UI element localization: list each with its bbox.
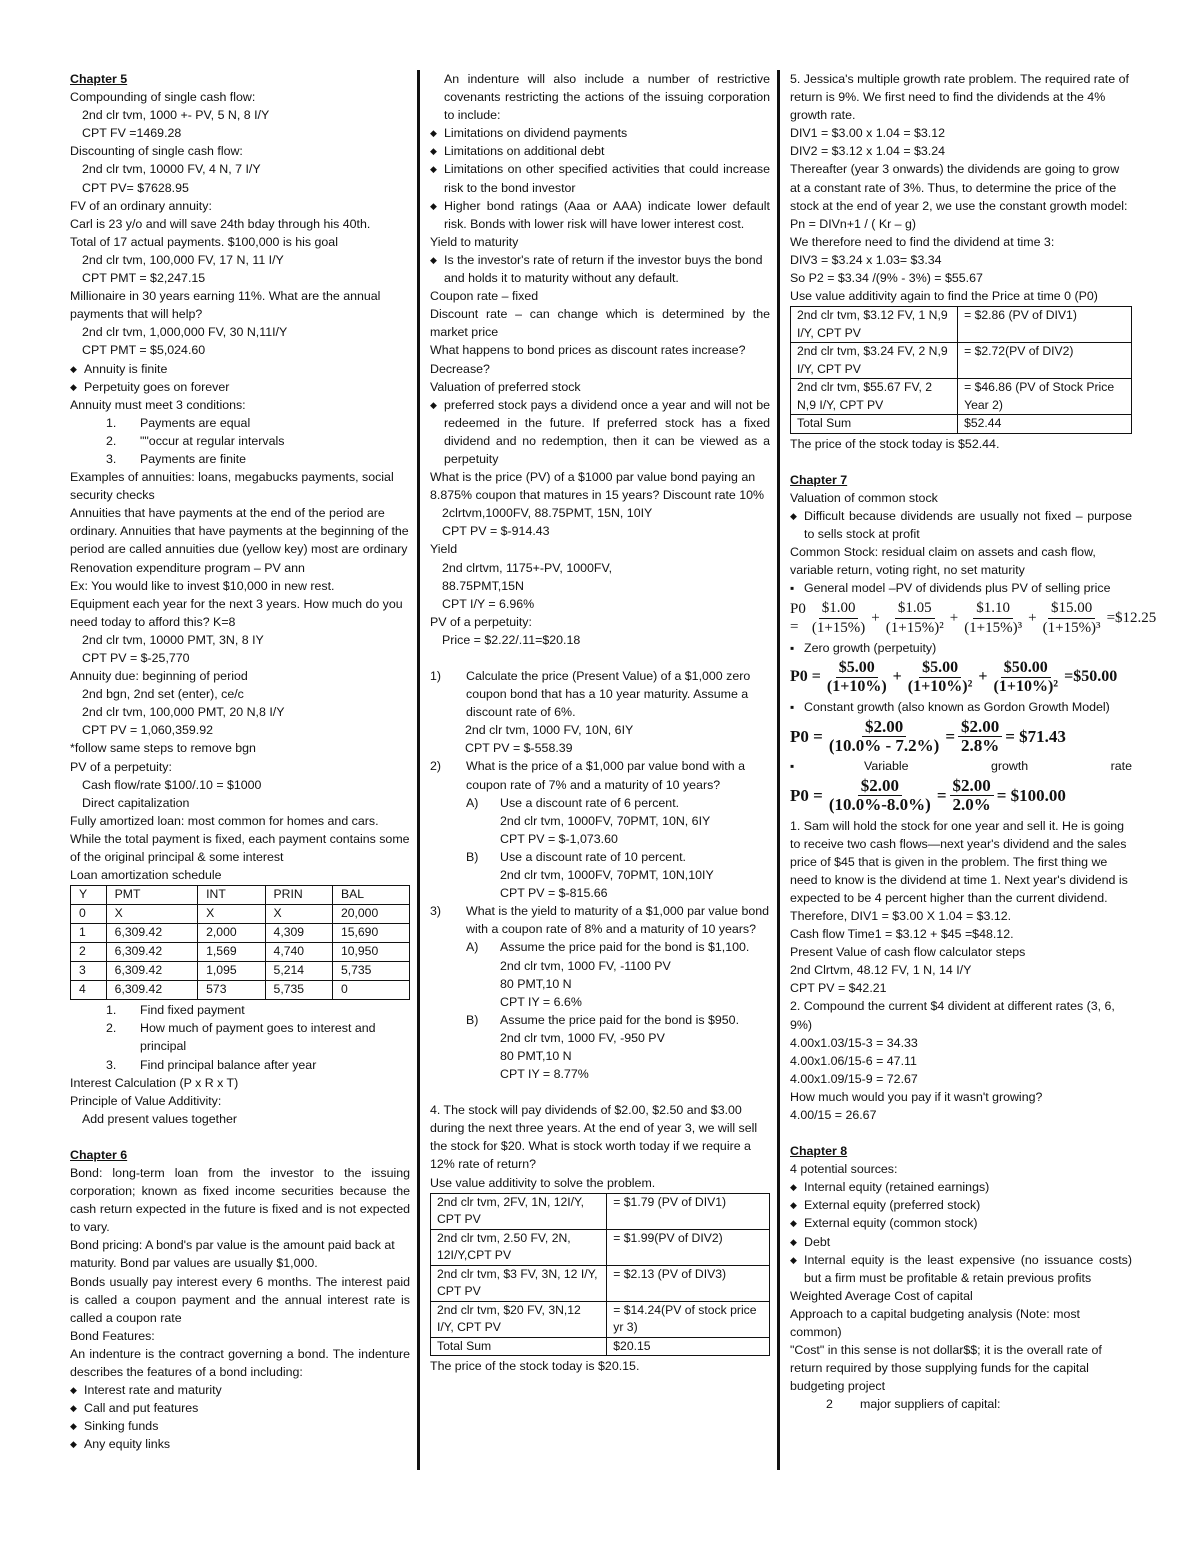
numbered-item: 3. Payments are finite: [106, 451, 247, 466]
text-line: CPT PMT = $2,247.15: [82, 271, 206, 286]
question-2: 2) What is the price of a $1,000 par value bond with a coupon rate of 7% and a maturity of 10 years?: [430, 759, 745, 792]
text-line: 2nd clr tvm, 10000 PMT, 3N, 8 IY: [82, 632, 264, 647]
text-line: 4.00/15 = 26.67: [790, 1108, 877, 1122]
formula-result: = $71.43: [1005, 726, 1066, 746]
text-line: So P2 = $3.34 /(9% - 3%) = $55.67: [790, 271, 983, 286]
text-line: Pn = DIVn+1 / ( Kr – g): [790, 216, 917, 231]
text-line: Cash flow/rate $100/.10 = $1000: [82, 777, 262, 792]
text-paragraph: Bond: long-term loan from the investor to the issuing corporation; known as fixed income securities because the cash return expected in the future is fixed and is not expected to vary.: [70, 1165, 410, 1235]
bullet-item: ◆ Limitations on other specified activities that could increase risk to the bond investor: [430, 160, 770, 196]
formula-fraction: $\frac{\$1.10}{\text{(1+15\%)³}}$: [964, 600, 1023, 636]
text-line: 80 PMT,10 N: [500, 1048, 572, 1063]
bullet-item: ◆ Sinking funds: [70, 1417, 410, 1435]
formula-fraction: $\frac{\$5.00}{\text{(1+10\%)²}}$: [907, 658, 973, 695]
sub-question: A) Use a discount rate of 6 percent.: [466, 795, 680, 810]
table-cell: = $2.13 (PV of DIV3): [607, 1265, 770, 1301]
text-line: 2nd clr tvm, 1000FV, 70PMT, 10N, 6IY: [500, 813, 711, 828]
table-cell: 2nd clr tvm, 2FV, 1N, 12I/Y, CPT PV: [431, 1193, 607, 1229]
text-line: Price = $2.22/.11=$20.18: [442, 632, 581, 647]
table-cell: 2nd clr tvm, $3 FV, 3N, 12 I/Y, CPT PV: [431, 1265, 607, 1301]
bullet-item: ◆ External equity (common stock): [790, 1214, 1132, 1232]
bullet-item: ▪ Variable growth rate: [790, 757, 1132, 775]
text-line: CPT PV= $7628.95: [82, 180, 189, 195]
text-line: CPT FV =1469.28: [82, 126, 182, 141]
table-header-cell: PMT: [106, 886, 197, 905]
formula-result: = $100.00: [996, 785, 1066, 805]
text-line: Valuation of preferred stock: [430, 379, 581, 394]
table-cell: 20,000: [332, 905, 409, 924]
bullet-item: ◆ Limitations on additional debt: [430, 142, 770, 160]
text-paragraph: An indenture will also include a number of restrictive covenants restricting the actions of the issuing corporation to include:: [444, 72, 770, 123]
text-line: 4.00x1.09/15-9 = 72.67: [790, 1071, 918, 1086]
text-line: Use value additivity again to find the Price at time 0 (P0): [790, 289, 1098, 304]
table-cell: 2nd clr tvm, $3.12 FV, 1 N,9 I/Y, CPT PV: [791, 307, 958, 343]
table-cell: $20.15: [607, 1337, 770, 1356]
table-header-cell: INT: [198, 886, 265, 905]
text-paragraph: Thereafter (year 3 onwards) the dividends are going to grow at a constant rate of 3%. Thus, to determine the price of the stock at the end of year 2, we use the constant growth model:: [790, 162, 1128, 213]
column-divider-2: [777, 70, 780, 1470]
text-line: 2nd clr tvm, 10000 FV, 4 N, 7 I/Y: [82, 162, 261, 177]
text-line: 2nd clr tvm, 1000 FV, -950 PV: [500, 1030, 665, 1045]
table-row: [431, 1301, 770, 1337]
table-row: [71, 924, 410, 943]
table-cell: 10,950: [332, 943, 409, 962]
bullet-item: ◆ Perpetuity goes on forever: [70, 378, 410, 396]
text-line: 2nd clrtvm, 1175+-PV, 1000FV,: [442, 560, 613, 575]
text-line: 2nd clr tvm, 1000FV, 70PMT, 10N,10IY: [500, 868, 714, 883]
text-line: Annuity due: beginning of period: [70, 669, 248, 684]
table-cell: 6,309.42: [106, 962, 197, 981]
table-cell: 4,740: [265, 943, 332, 962]
bullet-item: ◆ Is the investor's rate of return if the investor buys the bond and holds it to maturity without any default.: [430, 251, 770, 287]
zero-growth-formula: P0 = $\frac{\$5.00}{(1+10\%)}$ + $\frac{\$5.00}{\text{(1+10\%)²}}$ + $\frac{\$50.00}{\text{(1+10\%)²}}$ =$50.00: [790, 658, 1118, 695]
text-line: We therefore need to find the dividend at time 3:: [790, 234, 1055, 249]
constant-growth-formula: P0 = $\frac{\$2.00}{(10.0\% - 7.2\%)}$ = $\frac{\$2.00}{2.8\%}$ = $71.43: [790, 717, 1066, 756]
text-line: Yield to maturity: [430, 234, 519, 249]
formula-fraction: $\frac{\$1.00}{(1+15\%)}$: [811, 600, 866, 636]
text-line: Valuation of common stock: [790, 490, 938, 505]
table-cell: 2nd clr tvm, $55.67 FV, 2 N,9 I/Y, CPT PV: [791, 379, 958, 415]
text-line: Use value additivity to solve the problem.: [430, 1175, 656, 1190]
column-divider-1: [417, 70, 420, 1470]
text-line: Cash flow Time1 = $3.12 + $45 =$48.12.: [790, 927, 1014, 942]
bullet-item: ▪ Zero growth (perpetuity): [790, 639, 1132, 657]
text-line: Total of 17 actual payments. $100,000 is his goal: [70, 234, 338, 249]
text-line: 2nd bgn, 2nd set (enter), ce/c: [82, 687, 244, 702]
bullet-item: ◆ Difficult because dividends are usually not fixed – purpose to sells stock at profit: [790, 507, 1132, 543]
text-line: Bond Features:: [70, 1328, 155, 1343]
text-line: 2nd clr tvm, 1000 FV, -1100 PV: [500, 958, 671, 973]
text-line: DIV1 = $3.00 x 1.04 = $3.12: [790, 126, 945, 141]
numbered-item: 1. Payments are equal: [106, 415, 251, 430]
text-line: Coupon rate – fixed: [430, 289, 539, 304]
table-cell: 2nd clr tvm, 2.50 FV, 2N, 12I/Y,CPT PV: [431, 1229, 607, 1265]
general-model-formula: P0 = $\frac{\$1.00}{(1+15\%)}$ + $\frac{\$1.05}{\text{(1+15\%)²}}$ + $\frac{\$1.10}{\text{(1+15\%)³}}$ + $\frac{\$15.00}{\text{(1+15\%)³}}$ =$12.25: [790, 600, 1157, 636]
text-line: FV of an ordinary annuity:: [70, 198, 212, 213]
table-cell: Total Sum: [791, 415, 958, 434]
bullet-item: ◆ Internal equity is the least expensive (no issuance costs) but a firm must be profitable & retain previous profits: [790, 1251, 1132, 1287]
table-cell: = $2.86 (PV of DIV1): [958, 307, 1132, 343]
chapter-5-heading: Chapter 5: [70, 72, 128, 86]
table-cell: 2,000: [198, 924, 265, 943]
table-cell: 1,569: [198, 943, 265, 962]
text-line: CPT PMT = $5,024.60: [82, 343, 206, 358]
table-row: [431, 1193, 770, 1229]
text-paragraph: 1. Sam will hold the stock for one year and sell it. He is going to receive two cash flows—next year's dividend and the sales price of $45 that is given in the problem. The first thing we need to know is the dividend at time 1. Next year's dividend is expected to be 4 percent higher than the current dividend.: [790, 818, 1128, 905]
text-line: PV of a perpetuity:: [430, 614, 532, 629]
table-header-cell: Y: [71, 886, 107, 905]
text-paragraph: Examples of annuities: loans, megabucks payments, social security checks: [70, 470, 394, 503]
variable-growth-formula: P0 = $\frac{\$2.00}{(10.0\%-8.0\%)}$ = $\frac{\$2.00}{2.0\%}$ = $100.00: [790, 776, 1066, 815]
table-cell: X: [106, 905, 197, 924]
chapter-8-heading: Chapter 8: [790, 1144, 848, 1159]
formula-fraction: $\frac{\$15.00}{\text{(1+15\%)³}}$: [1042, 600, 1101, 636]
formula-lhs: P0 =: [790, 726, 823, 746]
table-cell: 2: [71, 943, 107, 962]
table-cell: 6,309.42: [106, 981, 197, 1000]
table-cell: 573: [198, 981, 265, 1000]
text-line: 2nd clr tvm, 100,000 PMT, 20 N,8 I/Y: [82, 705, 285, 720]
bullet-item: ◆ Call and put features: [70, 1399, 410, 1417]
text-line: CPT PV = $-25,770: [82, 651, 190, 665]
table-row: [71, 962, 410, 981]
table-cell: 15,690: [332, 924, 409, 943]
text-line: Discounting of single cash flow:: [70, 144, 243, 159]
text-line: 2nd Clrtvm, 48.12 FV, 1 N, 14 I/Y: [790, 963, 972, 978]
table-row: [791, 343, 1132, 379]
text-line: 2nd clr tvm, 1000 FV, 10N, 6IY: [465, 723, 634, 738]
text-paragraph: What happens to bond prices as discount rates increase? Decrease?: [430, 343, 746, 376]
text-line: Weighted Average Cost of capital: [790, 1288, 973, 1303]
text-line: CPT IY = 8.77%: [500, 1067, 589, 1082]
formula-fraction: $\frac{\$2.00}{2.8\%}$: [958, 718, 1002, 755]
text-line: Renovation expenditure program – PV ann: [70, 560, 305, 575]
text-paragraph: 5. Jessica's multiple growth rate problem. The required rate of return is 9%. We first need to find the dividends at the 4% growth rate.: [790, 72, 1129, 123]
formula-fraction: $\frac{\$50.00}{\text{(1+10\%)²}}$: [993, 658, 1059, 695]
text-line: Carl is 23 y/o and will save 24th bday through his 40th.: [70, 216, 371, 231]
bullet-item: ◆ Higher bond ratings (Aaa or AAA) indicate lower default risk. Bonds with lower risk will have lower interest cost.: [430, 197, 770, 233]
chapter-7-heading: Chapter 7: [790, 472, 848, 487]
table-row: [71, 905, 410, 924]
text-line: How much would you pay if it wasn't growing?: [790, 1089, 1043, 1104]
table-cell: 3: [71, 962, 107, 981]
formula-lhs: P0 =: [790, 785, 823, 805]
bullet-item: ▪ General model –PV of dividends plus PV of selling price: [790, 579, 1132, 597]
formula-fraction: $\frac{\$2.00}{2.0\%}$: [950, 777, 994, 814]
formula-result: =$12.25: [1106, 610, 1157, 627]
bullet-item: ◆ Limitations on dividend payments: [430, 124, 770, 142]
question-3: 3) What is the yield to maturity of a $1,000 par value bond with a coupon rate of 8% and a maturity of 10 years?: [430, 904, 770, 937]
formula-fraction: $\frac{\$1.05}{\text{(1+15\%)²}}$: [885, 600, 944, 636]
formula-fraction: $\frac{\$2.00}{(10.0\% - 7.2\%)}$: [828, 717, 940, 756]
numbered-item: 2. ""occur at regular intervals: [106, 433, 285, 448]
sub-question: B) Use a discount rate of 10 percent.: [466, 849, 686, 864]
text-line: CPT PV = 1,060,359.92: [82, 723, 213, 738]
table-cell: = $2.72(PV of DIV2): [958, 343, 1132, 379]
chapter-6-heading: Chapter 6: [70, 1147, 128, 1162]
text-line: 4.00x1.06/15-6 = 47.11: [790, 1053, 917, 1068]
text-line: 2nd clr tvm, 1000 +- PV, 5 N, 8 I/Y: [82, 108, 270, 123]
text-paragraph: Fully amortized loan: most common for homes and cars. While the total payment is fixed, each payment contains some of the original principal & some interest: [70, 813, 410, 865]
text-paragraph: 2. Compound the current $4 divident at different rates (3, 6, 9%): [790, 999, 1115, 1032]
table-cell: 1: [71, 924, 107, 943]
text-line: Ex: You would like to invest $10,000 in new rest.: [70, 578, 335, 593]
text-line: Compounding of single cash flow:: [70, 90, 256, 105]
text-line: 80 PMT,10 N: [500, 976, 572, 991]
column-3: [790, 70, 1157, 1414]
table-cell: 6,309.42: [106, 943, 197, 962]
table-cell: = $46.86 (PV of Stock Price Year 2): [958, 379, 1132, 415]
formula-fraction: $\frac{\$2.00}{(10.0\%-8.0\%)}$: [828, 776, 931, 815]
table-cell: = $1.99(PV of DIV2): [607, 1229, 770, 1265]
formula-lhs: P0 =: [790, 600, 806, 636]
text-line: DIV3 = $3.24 x 1.03= $3.34: [790, 252, 942, 267]
text-line: Present Value of cash flow calculator steps: [790, 945, 1026, 960]
text-line: 4.00x1.03/15-3 = 34.33: [790, 1035, 918, 1050]
text-line: Add present values together: [82, 1111, 237, 1126]
table-row: [71, 981, 410, 1000]
text-line: Principle of Value Additivity:: [70, 1093, 222, 1108]
text-line: Therefore, DIV1 = $3.00 X 1.04 = $3.12.: [790, 908, 1012, 923]
numbered-item: 3. Find principal balance after year: [106, 1057, 317, 1072]
text-line: 2nd clr tvm, 1,000,000 FV, 30 N,11I/Y: [82, 325, 288, 340]
question-1: 1) Calculate the price (Present Value) of a $1,000 zero coupon bond that has a 10 year maturity. Assume a discount rate of 6%.: [430, 669, 751, 720]
table-cell: X: [265, 905, 332, 924]
table-cell: 5,214: [265, 962, 332, 981]
text-line: 2clrtvm,1000FV, 88.75PMT, 15N, 10IY: [442, 506, 653, 521]
numbered-item: 1. Find fixed payment: [106, 1003, 245, 1018]
text-paragraph: 4. The stock will pay dividends of $2.00, $2.50 and $3.00 during the next three years. At the end of year 3, we will sell the stock for $20. What is stock worth today if we require a 12% rate of return?: [430, 1103, 758, 1172]
text-line: CPT IY = 6.6%: [500, 994, 582, 1009]
loan-amortization-table: [70, 885, 410, 1000]
bullet-item: ◆ preferred stock pays a dividend once a year and will not be redeemed in the future. If preferred stock has a fixed dividend and no redemption, then it can be viewed as a perpetuity: [430, 396, 770, 468]
column-2: [430, 70, 770, 1375]
text-paragraph: Common Stock: residual claim on assets and cash flow, variable return, voting right, no set maturity: [790, 545, 1096, 578]
text-line: CPT PV = $-558.39: [465, 741, 573, 756]
bullet-item: ◆ Interest rate and maturity: [70, 1381, 410, 1399]
text-line: Loan amortization schedule: [70, 868, 222, 883]
table-cell: X: [198, 905, 265, 924]
text-paragraph: Millionaire in 30 years earning 11%. What are the annual payments that will help?: [70, 289, 381, 322]
table-cell: 1,095: [198, 962, 265, 981]
formula-lhs: P0 =: [790, 668, 821, 686]
bullet-item: ◆ Any equity links: [70, 1435, 410, 1453]
table-cell: 6,309.42: [106, 924, 197, 943]
text-line: CPT I/Y = 6.96%: [442, 596, 535, 611]
table-row: [431, 1337, 770, 1356]
text-line: The price of the stock today is $52.44.: [790, 436, 1000, 451]
text-line: *follow same steps to remove bgn: [70, 741, 256, 756]
bullet-item: ◆ Annuity is finite: [70, 360, 410, 378]
text-line: DIV2 = $3.12 x 1.04 = $3.24: [790, 144, 945, 159]
text-line: 4 potential sources:: [790, 1162, 898, 1177]
formula-fraction: $\frac{\$5.00}{(1+10\%)}$: [826, 658, 887, 695]
text-line: CPT PV = $-1,073.60: [500, 831, 618, 846]
table-row: [431, 1229, 770, 1265]
text-line: 2 major suppliers of capital:: [826, 1397, 1001, 1412]
text-line: Annuity must meet 3 conditions:: [70, 397, 246, 412]
text-paragraph: Bond pricing: A bond's par value is the amount paid back at maturity. Bond par values are usually $1,000.: [70, 1238, 395, 1271]
sub-question: B) Assume the price paid for the bond is $950.: [466, 1012, 740, 1027]
bullet-item: ▪ Constant growth (also known as Gordon Growth Model): [790, 698, 1132, 716]
text-paragraph: "Cost" in this sense is not dollar$$; it is the overall rate of return required by those supplying funds for the capital budgeting project: [790, 1343, 1102, 1394]
text-line: Interest Calculation (P x R x T): [70, 1075, 239, 1090]
text-line: 88.75PMT,15N: [442, 578, 524, 593]
table-row: [791, 307, 1132, 343]
text-line: CPT PV = $42.21: [790, 981, 887, 996]
table-cell: 5,735: [265, 981, 332, 1000]
table-cell: 2nd clr tvm, $3.24 FV, 2 N,9 I/Y, CPT PV: [791, 343, 958, 379]
formula-result: =$50.00: [1064, 668, 1118, 686]
text-line: CPT PV = $-815.66: [500, 886, 608, 901]
text-line: CPT PV = $-914.43: [442, 524, 550, 539]
text-paragraph: Annuities that have payments at the end of the period are ordinary. Annuities that have payments at the beginning of the period are called annuities due (yellow key) most are ordinary: [70, 506, 409, 557]
bullet-item: ◆ External equity (preferred stock): [790, 1196, 1132, 1214]
text-line: Direct capitalization: [82, 795, 190, 810]
column-1: [70, 70, 410, 1453]
value-additivity-table: [430, 1193, 770, 1357]
table-header-cell: PRIN: [265, 886, 332, 905]
sub-question: A) Assume the price paid for the bond is $1,100.: [466, 940, 750, 955]
bullet-item: ◆ Internal equity (retained earnings): [790, 1178, 1132, 1196]
table-cell: $52.44: [958, 415, 1132, 434]
text-paragraph: Bonds usually pay interest every 6 months. The interest paid is called a coupon payment and the annual interest rate is called a coupon rate: [70, 1274, 410, 1325]
bullet-item: ◆ Debt: [790, 1233, 1132, 1251]
text-line: The price of the stock today is $20.15.: [430, 1359, 640, 1374]
value-additivity-table-2: [790, 306, 1132, 434]
table-row: [791, 379, 1132, 415]
table-cell: 0: [71, 905, 107, 924]
table-cell: Total Sum: [431, 1337, 607, 1356]
text-line: 2nd clr tvm, 100,000 FV, 17 N, 11 I/Y: [82, 252, 284, 267]
table-header-cell: BAL: [332, 886, 409, 905]
text-paragraph: What is the price (PV) of a $1000 par value bond paying an 8.875% coupon that matures in 15 years? Discount rate 10%: [430, 470, 765, 503]
table-cell: = $1.79 (PV of DIV1): [607, 1193, 770, 1229]
table-cell: 4: [71, 981, 107, 1000]
text-line: PV of a perpetuity:: [70, 759, 172, 774]
table-cell: 2nd clr tvm, $20 FV, 3N,12 I/Y, CPT PV: [431, 1301, 607, 1337]
text-paragraph: Equipment each year for the next 3 years. How much do you need today to afford this? K=8: [70, 596, 403, 629]
table-row: [431, 1265, 770, 1301]
table-cell: 0: [332, 981, 409, 1000]
text-paragraph: Approach to a capital budgeting analysis (Note: most common): [790, 1306, 1080, 1340]
table-row: [71, 943, 410, 962]
text-line: Yield: [430, 542, 458, 557]
table-header-row: [71, 886, 410, 905]
table-row: [791, 415, 1132, 434]
numbered-item: 2. How much of payment goes to interest and principal: [106, 1021, 376, 1054]
text-paragraph: An indenture is the contract governing a bond. The indenture describes the features of a bond including:: [70, 1346, 410, 1379]
text-paragraph: Discount rate – can change which is determined by the market price: [430, 307, 770, 340]
table-cell: 4,309: [265, 924, 332, 943]
table-cell: = $14.24(PV of stock price yr 3): [607, 1301, 770, 1337]
table-cell: 5,735: [332, 962, 409, 981]
